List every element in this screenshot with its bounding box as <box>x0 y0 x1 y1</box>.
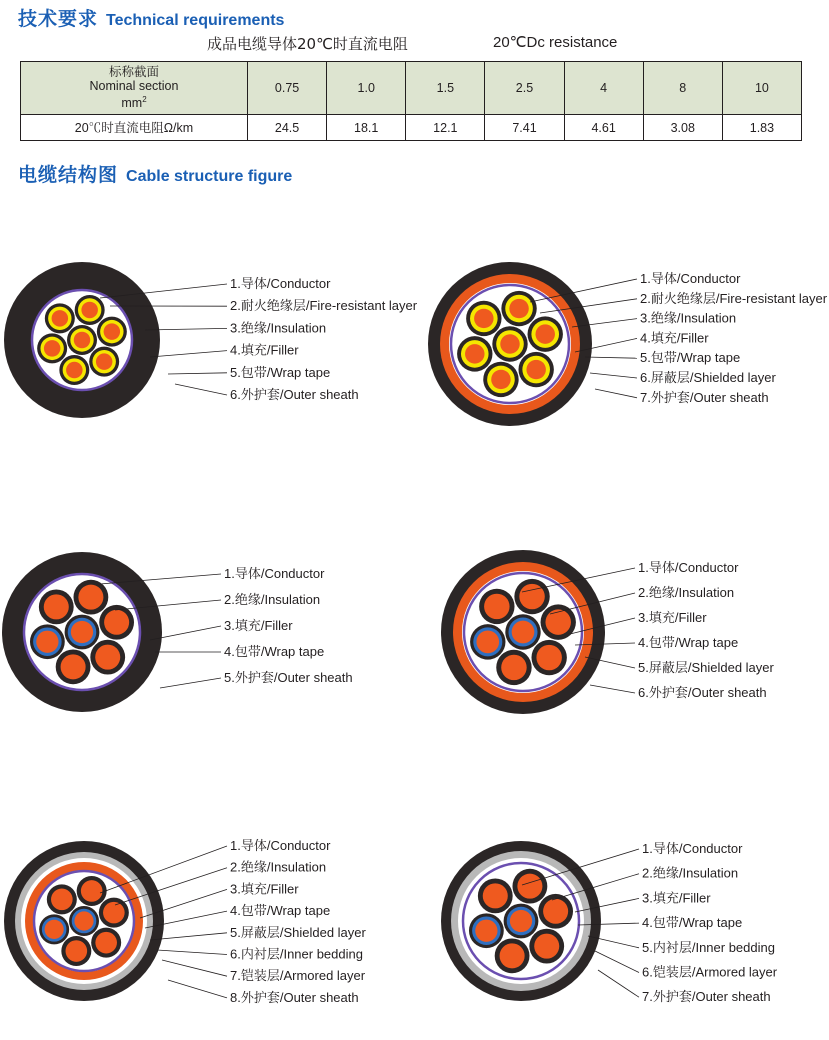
conductor <box>484 594 509 619</box>
figure-label: 6.外护套/Outer sheath <box>638 685 767 700</box>
header-zh: 标称截面 <box>108 65 159 80</box>
figure-label: 6.铠装层/Armored layer <box>642 964 778 980</box>
conductor <box>51 889 73 911</box>
leader-line <box>150 351 227 357</box>
conductor <box>95 932 117 954</box>
leader-line <box>590 373 637 378</box>
leader-line <box>168 980 227 998</box>
figure-label: 5.外护套/Outer sheath <box>224 670 353 685</box>
section-cell: 4 <box>564 62 643 115</box>
conductor <box>535 324 554 343</box>
figure-label: 3.填充/Filler <box>638 610 707 625</box>
leader-line <box>585 357 637 358</box>
figure-label: 2.绝缘/Insulation <box>638 585 735 600</box>
conductor <box>74 332 91 349</box>
conductor <box>45 920 64 939</box>
row-label: 20℃时直流电阻Ω/km <box>21 115 248 141</box>
conductor <box>104 610 129 635</box>
leader-line <box>598 970 639 997</box>
conductor <box>534 934 559 959</box>
figure-label: 4.包带/Wrap tape <box>224 644 325 659</box>
conductor <box>476 631 499 654</box>
figure-label: 2.耐火绝缘层/Fire-resistant layer <box>230 298 418 314</box>
leader-line <box>157 950 227 955</box>
figure-label: 1.导体/Conductor <box>230 838 331 853</box>
conductor <box>500 334 519 353</box>
resistance-cell: 3.08 <box>643 115 722 141</box>
conductor <box>510 910 532 932</box>
resistance-cell: 1.83 <box>722 115 801 141</box>
section-cell: 0.75 <box>248 62 327 115</box>
conductor <box>509 299 528 318</box>
leader-line <box>162 960 227 976</box>
conductor <box>44 594 69 619</box>
resistance-cell: 24.5 <box>248 115 327 141</box>
section-cell: 1.0 <box>327 62 406 115</box>
conductor <box>474 309 493 328</box>
figure-label: 6.内衬层/Inner bedding <box>230 946 363 962</box>
conductor <box>103 902 125 924</box>
conductor <box>66 362 83 379</box>
figure-label: 1.导体/Conductor <box>230 276 331 291</box>
resistance-cell: 7.41 <box>485 115 564 141</box>
figure-label: 2.绝缘/Insulation <box>224 592 321 607</box>
table-subtitle-en: 20℃Dc resistance <box>493 34 618 51</box>
conductor <box>61 654 86 679</box>
conductor <box>465 344 484 363</box>
figure-label: 6.屏蔽层/Shielded layer <box>640 370 776 385</box>
header-unit: $mm^2$ <box>121 95 147 111</box>
figure-label: 5.包带/Wrap tape <box>230 364 331 380</box>
leader-line <box>160 678 221 688</box>
section-title-en: Cable structure figure <box>126 168 293 185</box>
section-title-zh: 技术要求 <box>18 8 99 30</box>
figure-label: 2.耐火绝缘层/Fire-resistant layer <box>640 290 828 306</box>
conductor <box>526 360 545 379</box>
figure-label: 1.导体/Conductor <box>224 566 325 581</box>
conductor <box>96 353 113 370</box>
figure-label: 5.屏蔽层/Shielded layer <box>230 924 366 940</box>
conductor <box>81 880 103 902</box>
conductor <box>512 621 535 644</box>
conductor <box>517 874 542 899</box>
section-title-en: Technical requirements <box>106 12 285 29</box>
figure-label: 4.填充/Filler <box>640 330 709 346</box>
leader-line <box>175 384 227 395</box>
figure-label: 5.包带/Wrap tape <box>640 350 741 366</box>
conductor <box>81 302 98 319</box>
conductor <box>543 899 568 924</box>
figure-label: 3.填充/Filler <box>230 881 299 897</box>
conductor <box>44 340 61 357</box>
figure-label: 1.导体/Conductor <box>638 560 739 575</box>
figure-label: 4.包带/Wrap tape <box>642 915 743 931</box>
conductor <box>78 585 103 610</box>
figure-label: 3.填充/Filler <box>224 618 293 633</box>
leader-line <box>595 951 639 973</box>
figure-label: 7.外护套/Outer sheath <box>640 389 769 405</box>
header-en: Nominal section <box>89 79 179 94</box>
conductor <box>501 655 526 680</box>
figure-label: 4.包带/Wrap tape <box>230 903 331 919</box>
conductor <box>36 631 58 653</box>
figure-label: 1.导体/Conductor <box>642 841 743 856</box>
conductor <box>545 609 570 634</box>
resistance-cell: 18.1 <box>327 115 406 141</box>
figure-label: 5.内衬层/Inner bedding <box>642 939 775 955</box>
conductor <box>475 920 497 942</box>
conductor <box>491 370 510 389</box>
figure-label: 2.绝缘/Insulation <box>642 865 739 881</box>
leader-line <box>168 373 227 374</box>
conductor <box>95 645 120 670</box>
conductor <box>104 323 121 340</box>
section-title-zh: 电缆结构图 <box>18 164 119 186</box>
section-cell: 8 <box>643 62 722 115</box>
figure-label: 7.外护套/Outer sheath <box>642 989 771 1005</box>
leader-line <box>595 389 637 398</box>
resistance-cell: 12.1 <box>406 115 485 141</box>
resistance-cell: 4.61 <box>564 115 643 141</box>
figure-label: 3.绝缘/Insulation <box>230 320 327 336</box>
conductor <box>74 911 93 930</box>
figure-label: 3.填充/Filler <box>642 890 711 906</box>
leader-line <box>590 685 635 693</box>
figure-label: 6.外护套/Outer sheath <box>230 387 359 402</box>
section-cell: 2.5 <box>485 62 564 115</box>
conductor <box>52 310 68 327</box>
conductor <box>500 943 525 968</box>
figure-label: 4.填充/Filler <box>230 342 299 358</box>
figure-label: 2.绝缘/Insulation <box>230 859 327 875</box>
conductor <box>71 621 93 643</box>
table-subtitle-zh: 成品电缆导体20℃时直流电阻 <box>207 35 408 53</box>
conductor <box>483 883 508 908</box>
figure-label: 4.包带/Wrap tape <box>638 635 739 650</box>
conductor <box>536 645 561 670</box>
conductor <box>66 940 88 962</box>
section-cell: 1.5 <box>406 62 485 115</box>
figure-label: 7.铠装层/Armored layer <box>230 968 366 984</box>
figure-label: 8.外护套/Outer sheath <box>230 989 359 1005</box>
figure-label: 3.绝缘/Insulation <box>640 310 737 326</box>
section-cell: 10 <box>722 62 801 115</box>
figure-label: 5.屏蔽层/Shielded layer <box>638 660 774 675</box>
figure-label: 1.导体/Conductor <box>640 271 741 286</box>
